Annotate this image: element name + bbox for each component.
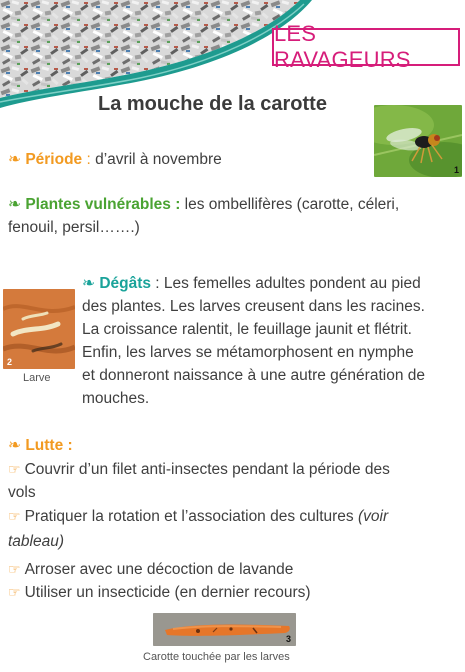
lutte-item-1 [8,458,390,481]
plantes-line1: les ombellifères (carotte, céleri, [180,196,400,213]
lutte-item-2-line2: tableau) [8,533,65,550]
degats-line4: Enfin, les larves se métamorphosent en nymphe [82,344,414,361]
fleuron-icon: ❧ [8,151,21,168]
lutte-item-4-line1: Utiliser un insecticide (en dernier recours) [24,584,311,601]
degats-line5: et donneront naissance à une autre génération de [82,367,425,384]
pointing-hand-icon: ☞ [8,584,21,600]
lutte-item-3 [8,558,293,581]
lutte-item-3-line1: Arroser avec une décoction de lavande [24,561,294,578]
lutte-item-1-line2: vols [8,484,36,501]
fleuron-icon: ❧ [8,196,21,213]
photo-number: 3 [285,634,291,644]
larva-photo [3,289,75,369]
larva-image [3,289,75,369]
periode-line [8,148,222,171]
lutte-heading [8,434,73,457]
lutte-item-1-line1: Couvrir d’un filet anti-insectes pendant la période des [24,461,390,478]
plantes-block [8,193,458,239]
periode-text: d’avril à novembre [95,151,222,168]
pointing-hand-icon: ☞ [8,561,21,577]
pointing-hand-icon: ☞ [8,461,21,477]
carrot-caption: Carotte touchée par les larves [143,651,290,663]
degats-line2: des plantes. Les larves creusent dans les racines. [82,298,425,315]
degats-label: Dégâts [99,275,151,292]
carrot-photo [153,613,296,646]
plantes-label: Plantes vulnérables : [25,196,181,213]
degats-line1: : Les femelles adultes pondent au pied [151,275,421,292]
fleuron-icon: ❧ [82,275,95,292]
lutte-item-2 [8,505,388,528]
periode-separator: : [82,151,96,168]
lutte-item-2-line1: Pratiquer la rotation et l’association des cultures [24,508,358,525]
plantes-line2: fenouil, persil…….) [8,219,140,236]
fly-photo [374,105,462,177]
lutte-item-4 [8,581,311,604]
degats-block [82,272,462,410]
fleuron-icon: ❧ [8,437,21,454]
lutte-item-2-italic: (voir [358,508,389,525]
pointing-hand-icon: ☞ [8,508,21,524]
degats-line3: La croissance ralentit, le feuillage jaunit et flétrit. [82,321,412,338]
fly-image [374,105,462,177]
page-title: La mouche de la carotte [98,93,327,115]
section-label: LES RAVAGEURS [272,28,460,66]
degats-line6: mouches. [82,390,150,407]
carrot-image [153,613,296,646]
photo-number: 2 [7,357,13,367]
periode-label: Période [25,151,83,168]
lutte-label: Lutte : [25,437,73,454]
photo-number: 1 [453,165,459,175]
larva-caption: Larve [23,372,51,384]
